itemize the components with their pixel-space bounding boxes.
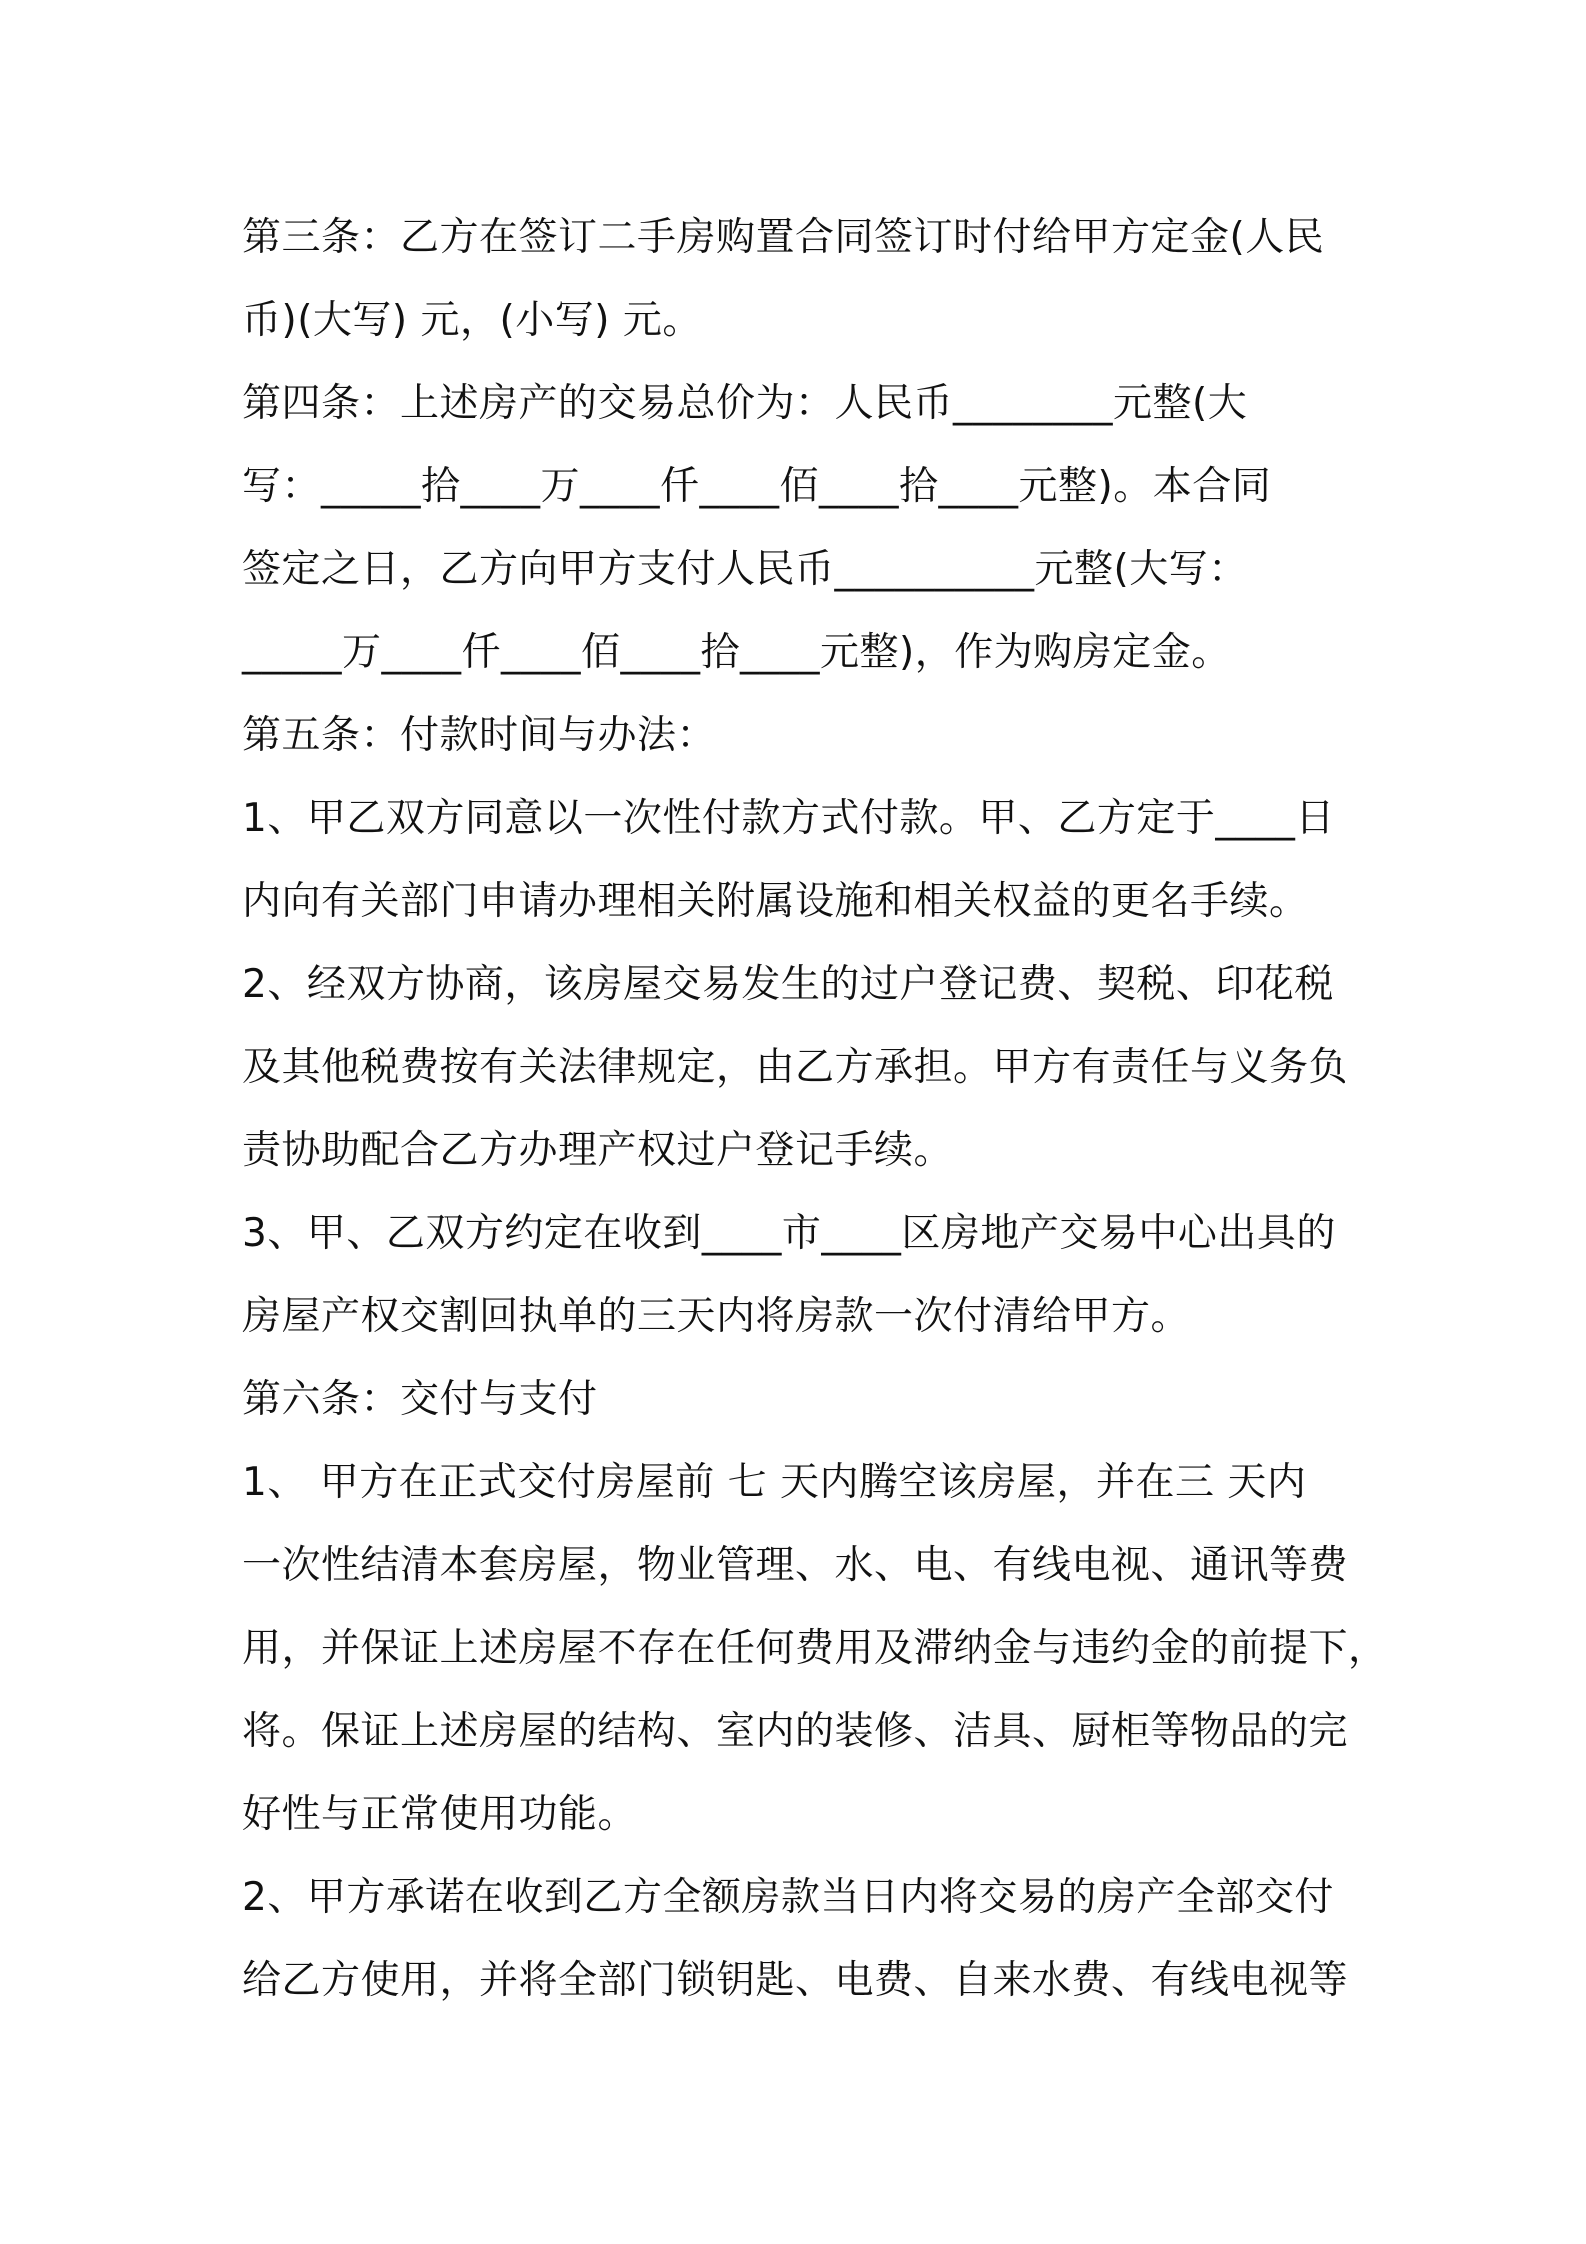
text-line: 责协助配合乙方办理产权过户登记手续。 [242, 1128, 954, 1173]
text-line: 一次性结清本套房屋，物业管理、水、电、有线电视、通讯等费 [242, 1543, 1349, 1588]
text-line: 写：_____拾____万____仟____佰____拾____元整)。本合同 [242, 464, 1272, 509]
text-line: 第四条：上述房产的交易总价为：人民币________元整(大 [242, 381, 1248, 426]
text-line: 将。保证上述房屋的结构、室内的装修、洁具、厨柜等物品的完 [242, 1709, 1349, 1754]
text-line: 第五条：付款时间与办法： [242, 713, 717, 758]
text-line: 内向有关部门申请办理相关附属设施和相关权益的更名手续。 [242, 879, 1309, 924]
text-line: 3、甲、乙双方约定在收到____市____区房地产交易中心出具的 [242, 1211, 1336, 1256]
text-line: 房屋产权交割回执单的三天内将房款一次付清给甲方。 [242, 1294, 1191, 1339]
text-line: 第三条：乙方在签订二手房购置合同签订时付给甲方定金(人民 [242, 215, 1325, 260]
text-line: 1、甲乙双方同意以一次性付款方式付款。甲、乙方定于____日 [242, 796, 1335, 841]
text-line: 1、 甲方在正式交付房屋前 七 天内腾空该房屋，并在三 天内 [242, 1460, 1307, 1505]
text-line: 及其他税费按有关法律规定，由乙方承担。甲方有责任与义务负 [242, 1045, 1349, 1090]
text-line: 签定之日，乙方向甲方支付人民币__________元整(大写： [242, 547, 1248, 592]
text-line: 给乙方使用，并将全部门锁钥匙、电费、自来水费、有线电视等 [242, 1958, 1349, 2003]
text-line: 用，并保证上述房屋不存在任何费用及滞纳金与违约金的前提下， [242, 1626, 1388, 1671]
text-line: 2、甲方承诺在收到乙方全额房款当日内将交易的房产全部交付 [242, 1875, 1334, 1920]
text-line: _____万____仟____佰____拾____元整)，作为购房定金。 [242, 630, 1231, 675]
text-line: 币)(大写) 元，(小写) 元。 [242, 298, 702, 343]
text-line: 2、经双方协商，该房屋交易发生的过户登记费、契税、印花税 [242, 962, 1334, 1007]
document-body [242, 196, 1388, 2022]
text-line: 第六条：交付与支付 [242, 1377, 598, 1422]
text-line: 好性与正常使用功能。 [242, 1792, 638, 1837]
